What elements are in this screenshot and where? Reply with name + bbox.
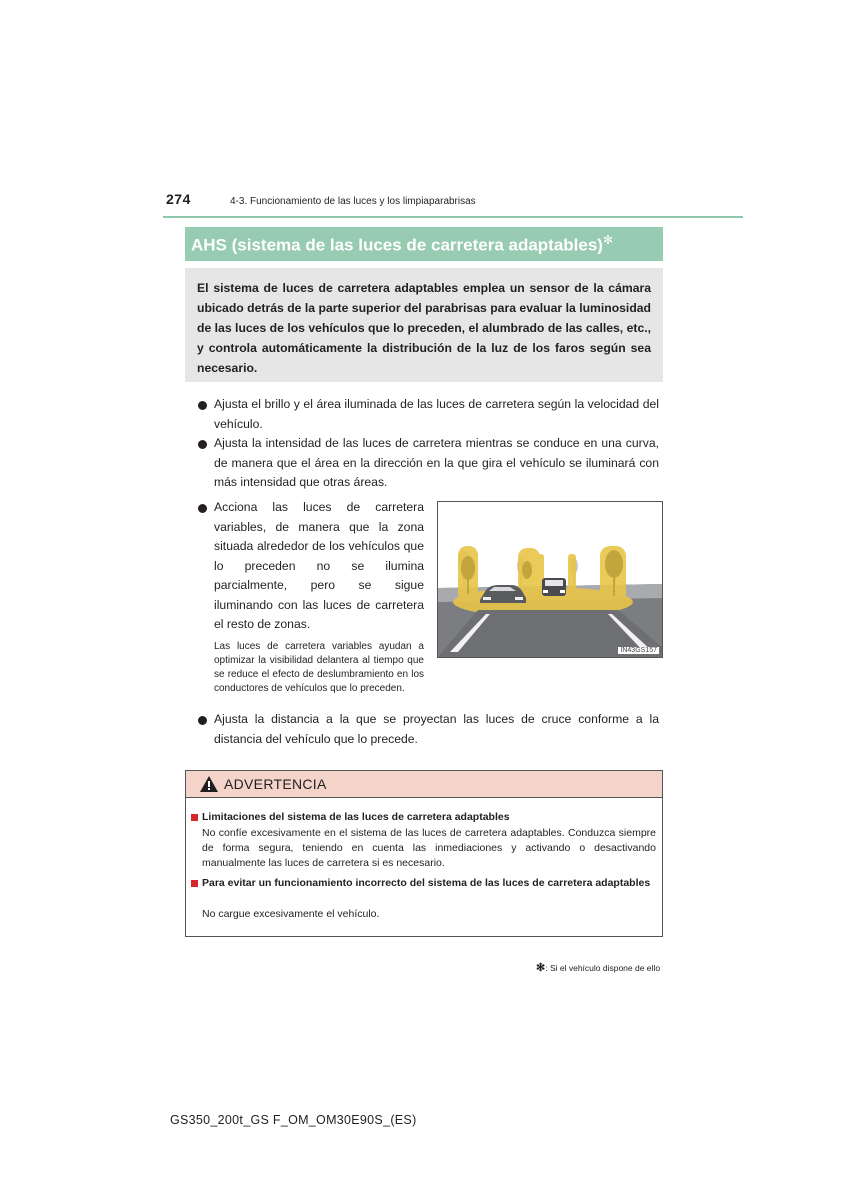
section-title: [185, 227, 663, 261]
bullet-item: Ajusta la intensidad de las luces de carretera mientras se conduce en una curva, de manera que el área en la dirección en la que gira el vehículo se iluminará con más intensidad que otras áreas.: [214, 436, 659, 489]
figure-note: Las luces de carretera variables ayudan a optimizar la visibilidad delantera al tiempo que se reduce el efecto de deslumbramiento en los conductores de vehículos que lo preceden.: [214, 641, 424, 694]
footnote-text: : Si el vehículo dispone de ello: [545, 963, 661, 973]
warning-item-body: No confíe excesivamente en el sistema de las luces de carretera adaptables. Conduzca siempre de forma segura, teniendo en cuenta las inmediaciones y activando o desactivando manualmente las luces de carretera si es necesario.: [202, 827, 656, 869]
figure-code: IN43GS157: [620, 647, 657, 654]
warning-title: ADVERTENCIA: [224, 776, 327, 792]
bullet-item: Acciona las luces de carretera variables, de manera que la zona situada alrededor de los vehículos que lo preceden no se ilumina parcialmente, pero se sigue iluminando con las luces de carretera el resto de zonas.: [214, 500, 424, 631]
warning-box: [185, 770, 663, 937]
red-square-icon: [191, 814, 198, 821]
warning-item-heading: Para evitar un funcionamiento incorrecto del sistema de las luces de carretera adaptables: [202, 877, 651, 889]
header-divider: [163, 216, 743, 218]
intro-box: El sistema de luces de carretera adaptables emplea un sensor de la cámara ubicado detrás de la parte superior del parabrisas para evaluar la luminosidad de las luces de los vehículos que lo preceden, el alumbrado de las calles, etc., y controla automáticamente la distribución de la luz de los faros según sea necesario.: [185, 268, 663, 382]
bullet-icon: [198, 440, 207, 449]
warning-triangle-icon: [199, 775, 219, 793]
warning-item-body: No cargue excesivamente el vehículo.: [202, 908, 380, 920]
bullet-icon: [198, 504, 207, 513]
bullet-item: Ajusta la distancia a la que se proyectan las luces de cruce conforme a la distancia del vehículo que lo precede.: [214, 712, 659, 746]
warning-header: [186, 771, 662, 798]
section-reference: 4-3. Funcionamiento de las luces y los limpiaparabrisas: [230, 196, 476, 207]
manual-code: GS350_200t_GS F_OM_OM30E90S_(ES): [170, 1113, 417, 1127]
headlight-illustration: [437, 501, 663, 658]
footnote-mark: ✻: [536, 962, 546, 974]
section-title-text: AHS (sistema de las luces de carretera adaptables): [191, 235, 603, 255]
asterisk-mark: ✻: [602, 233, 614, 247]
bullet-icon: [198, 401, 207, 410]
road-scene-graphic: [438, 502, 662, 657]
bullet-item: Ajusta el brillo y el área iluminada de las luces de carretera según la velocidad del vehículo.: [214, 397, 659, 431]
warning-item-heading: Limitaciones del sistema de las luces de carretera adaptables: [202, 811, 510, 823]
footnote: [536, 961, 660, 974]
red-square-icon: [191, 880, 198, 887]
bullet-icon: [198, 716, 207, 725]
page-number: 274: [166, 191, 191, 207]
